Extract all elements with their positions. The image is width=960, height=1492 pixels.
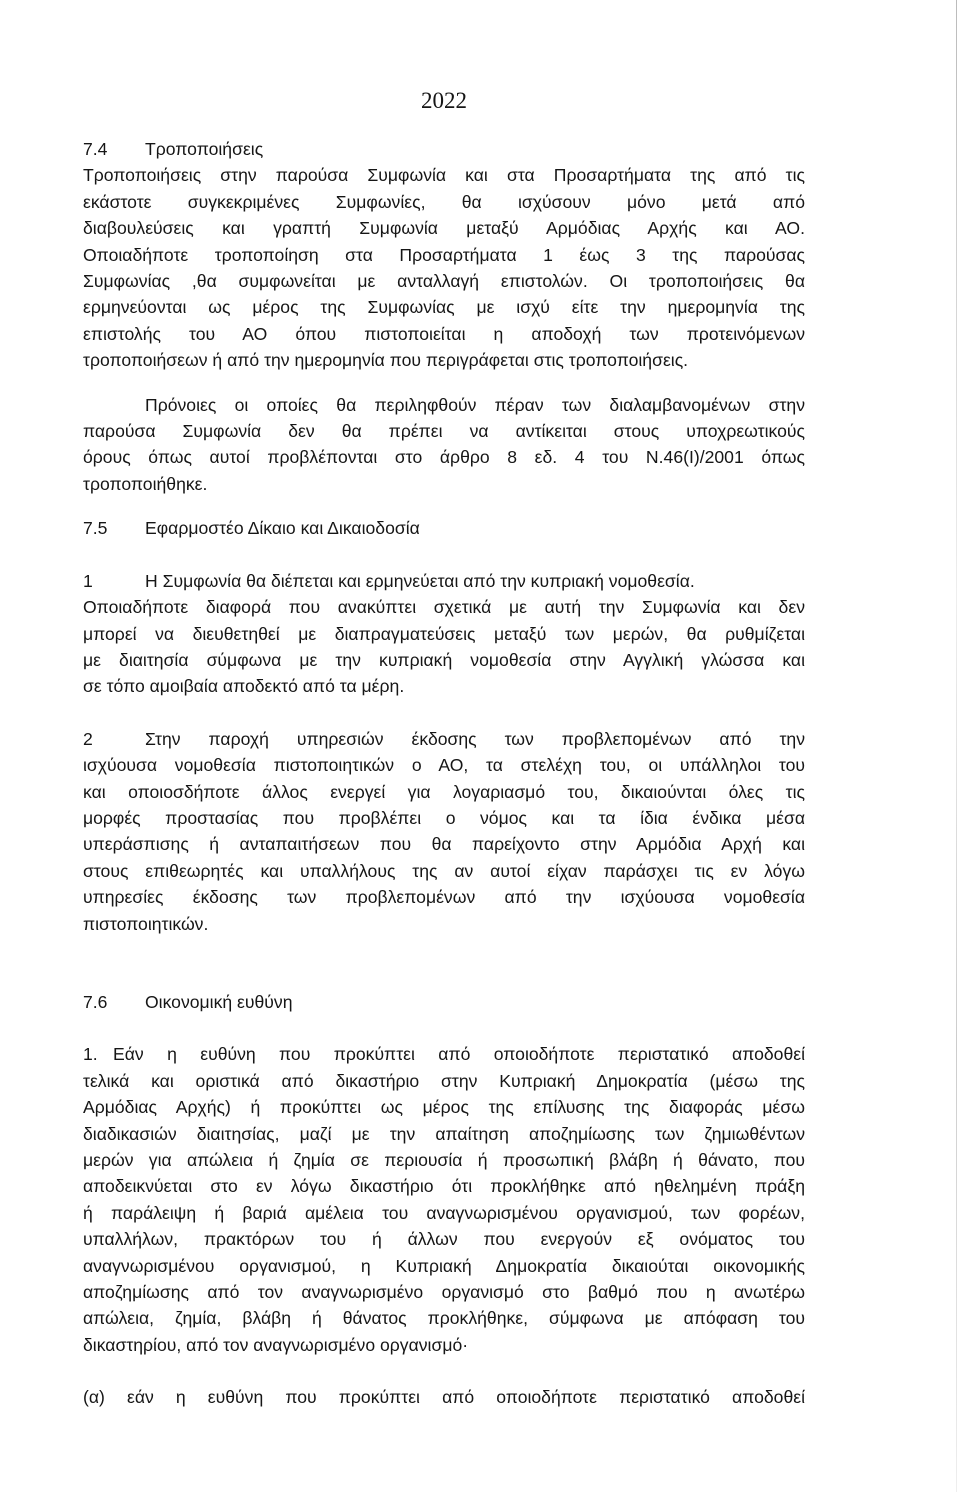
text-line: Εάν η ευθύνη που προκύπτει από οποιοδήποτε περιστατικό αποδοθεί (113, 1044, 805, 1065)
text-line: διαβουλεύσεις και γραπτή Συμφωνία μεταξύ Αρμόδιας Αρχής και ΑΟ. (83, 218, 805, 239)
text-line: τροποποιήσεων ή από την ημερομηνία που περιγράφεται στις τροποποιήσεις. (83, 350, 689, 371)
text-line: Πρόνοιες οι οποίες θα περιληφθούν πέραν των διαλαμβανομένων στην (145, 394, 805, 415)
text-line: επιστολής του ΑΟ όπου πιστοποιείται η αποδοχή των προτεινόμενων (83, 323, 805, 344)
text-line: Αρμόδιας Αρχής) ή προκύπτει ως μέρος της επίλυσης της διαφοράς μέσω (83, 1097, 805, 1118)
section-7-5-item-1 (83, 568, 805, 700)
section-7-4-heading (83, 136, 805, 162)
section-number: 7.5 (83, 518, 108, 539)
section-7-5-item-2 (83, 726, 805, 937)
text-line: τελικά και οριστικά από δικαστήριο στην Κυπριακή Δημοκρατία (μέσω της (83, 1070, 805, 1091)
text-line: υπεράσπισης ή ανταπαιτήσεων που θα παρείχοντο στην Αρμόδια Αρχή και (83, 834, 805, 855)
text-line: εκάστοτε συγκεκριμένες Συμφωνίες, θα ισχύσουν μόνο μετά από (83, 191, 805, 212)
text-line: απώλεια, ζημία, βλάβη ή θάνατος προκλήθηκε, σύμφωνα με απόφαση του (83, 1308, 805, 1329)
section-7-6-heading (83, 989, 805, 1015)
page-number: 2022 (421, 88, 467, 113)
text-line: Τροποποιήσεις στην παρούσα Συμφωνία και στα Προσαρτήματα της από τις (83, 165, 805, 186)
text-line: Οποιαδήποτε τροποποίηση στα Προσαρτήματα 1 έως 3 της παρούσας (83, 244, 805, 265)
section-7-6-item-1 (83, 1041, 805, 1358)
item-number: 1. (83, 1044, 98, 1065)
section-7-4-paragraph-1 (83, 162, 805, 373)
text-line: Η Συμφωνία θα διέπεται και ερμηνεύεται από την κυπριακή νομοθεσία. (145, 570, 695, 591)
item-number: 2 (83, 728, 93, 749)
text-line: στους επιθεωρητές και υπαλλήλους της αν αυτοί είχαν παράσχει τις εν λόγω (83, 860, 805, 881)
section-title: Εφαρμοστέο Δίκαιο και Δικαιοδοσία (145, 518, 420, 539)
text-line: πιστοποιητικών. (83, 913, 209, 934)
text-line: υπηρεσίες έκδοσης των προβλεπομένων από την ισχύουσα νομοθεσία (83, 887, 805, 908)
text-line: αποδεικνύεται στο εν λόγω δικαστήριο ότι προκλήθηκε από ηθελημένη πράξη (83, 1176, 805, 1197)
text-line: και οποιοσδήποτε άλλος ενεργεί για λογαριασμό του, δικαιούνται όλες τις (83, 781, 805, 802)
section-title: Οικονομική ευθύνη (145, 991, 293, 1012)
item-number: 1 (83, 570, 93, 591)
section-7-4-paragraph-2 (83, 392, 805, 498)
text-line: τροποποιήθηκε. (83, 473, 208, 494)
text-line: μερών για απώλεια ή ζημία σε περιουσία ή προσωπική βλάβη ή θάνατο, που (83, 1150, 805, 1170)
text-line: Οποιαδήποτε διαφορά που ανακύπτει σχετικά με αυτή την Συμφωνία και δεν (83, 597, 805, 618)
text-line: ερμηνεύονται ως μέρος της Συμφωνίας με ισχύ είτε την ημερομηνία της (83, 297, 805, 318)
text-line: μπορεί να διευθετηθεί με διαπραγματεύσεις μεταξύ των μερών, θα ρυθμίζεται (83, 623, 805, 644)
text-line: παρούσα Συμφωνία δεν θα πρέπει να αντίκειται στους υποχρεωτικούς (83, 421, 805, 442)
text-line: Στην παροχή υπηρεσιών έκδοσης των προβλεπομένων από την (145, 728, 805, 749)
text-line: διαδικασιών διαιτησίας, μαζί με την απαίτηση αποζημίωσης των ζημιωθέντων (83, 1123, 805, 1144)
section-7-5-heading (83, 515, 805, 541)
text-line: ισχύουσα νομοθεσία πιστοποιητικών ο ΑΟ, τα στελέχη του, οι υπάλληλοι του (83, 755, 805, 776)
text-line: υπαλλήλων, πρακτόρων του ή άλλων που ενεργούν εξ ονόματος του (83, 1229, 805, 1250)
text-line: μορφές προστασίας που προβλέπει ο νόμος και τα ίδια ένδικα μέσα (83, 807, 805, 828)
text-line: σε τόπο αμοιβαία αποδεκτό από τα μέρη. (83, 676, 405, 697)
scan-edge-line (956, 0, 957, 1492)
text-line: Συμφωνίας ,θα συμφωνείται με ανταλλαγή επιστολών. Οι τροποποιήσεις θα (83, 271, 805, 292)
text-line: αποζημίωσης από τον αναγνωρισμένο οργανισμό στο βαθμό που η ανωτέρω (83, 1282, 805, 1303)
section-7-6-item-a: (α) εάν η ευθύνη που προκύπτει από οποιοδήποτε περιστατικό αποδοθεί (83, 1387, 805, 1408)
section-number: 7.4 (83, 139, 108, 159)
text-line: όρους όπως αυτοί προβλέπονται στο άρθρο 8 εδ. 4 του Ν.46(Ι)/2001 όπως (83, 447, 805, 468)
text-line: ή παράλειψη ή βαριά αμέλεια του αναγνωρισμένου οργανισμού, των φορέων, (83, 1202, 805, 1223)
text-line: δικαστηρίου, από τον αναγνωρισμένο οργανισμό· (83, 1334, 469, 1355)
text-line: με διαιτησία σύμφωνα με την κυπριακή νομοθεσία στην Αγγλική γλώσσα και (83, 649, 805, 670)
section-title: Τροποποιήσεις (145, 139, 264, 159)
section-number: 7.6 (83, 991, 108, 1012)
text-line: αναγνωρισμένου οργανισμού, η Κυπριακή Δημοκρατία δικαιούται οικονομικής (83, 1255, 805, 1276)
document-body (83, 136, 805, 1411)
